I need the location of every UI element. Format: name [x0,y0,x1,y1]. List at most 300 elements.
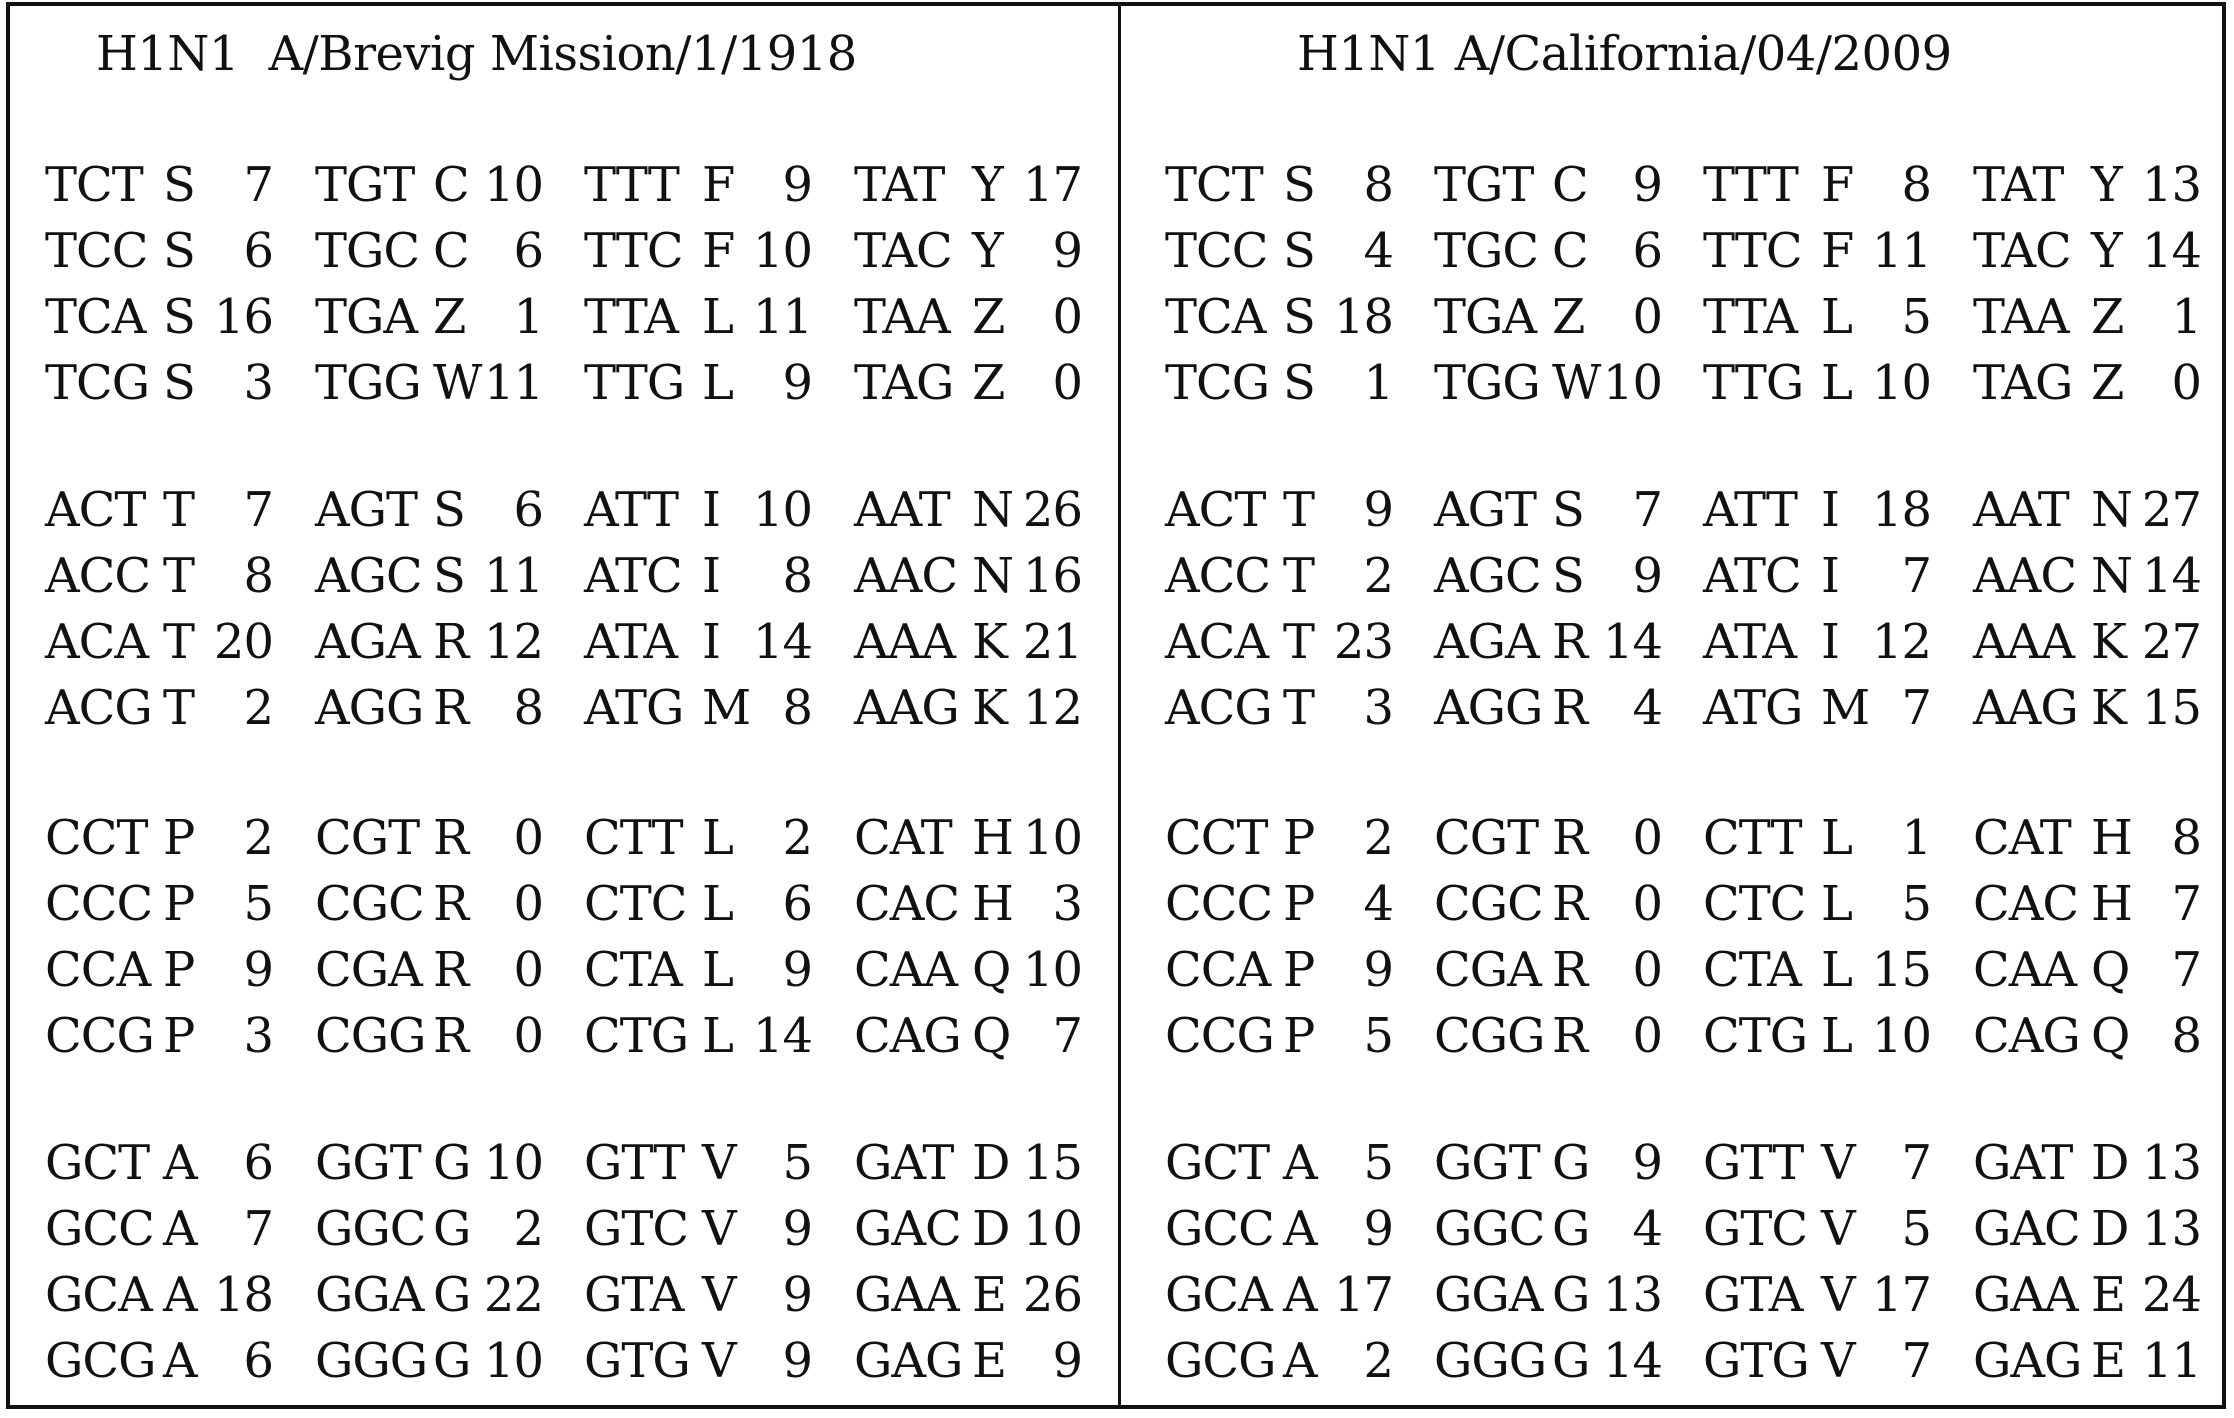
codon-triplet: GGT [1434,1135,1540,1191]
codon-entry [1703,543,1931,609]
codon-entry [854,284,1082,350]
codon-entry [45,1130,273,1196]
amino-acid-letter: Z [1552,289,1585,345]
codon-count: 6 [513,482,543,538]
codon-entry [1165,152,1393,218]
codon-entry [1703,1196,1931,1262]
codon-entry [854,477,1082,543]
codon-entry [584,1262,812,1328]
amino-acid-letter: I [1821,614,1839,670]
codon-triplet: GTA [1703,1267,1803,1323]
codon-entry [45,477,273,543]
codon-triplet: GCG [1165,1333,1276,1389]
amino-acid-letter: G [1552,1201,1590,1257]
codon-triplet: TGG [1434,355,1540,411]
amino-acid-letter: T [163,614,195,670]
codon-count: 17 [1871,1267,1931,1323]
codon-count: 2 [1363,1333,1393,1389]
codon-entry [1165,871,1393,937]
codon-count: 0 [513,876,543,932]
codon-triplet: TGT [315,157,415,213]
codon-count: 9 [1363,482,1393,538]
codon-triplet: TTG [584,355,685,411]
codon-count: 9 [1632,1135,1662,1191]
codon-entry [1973,1003,2201,1069]
codon-count: 14 [2141,548,2201,604]
amino-acid-letter: G [1552,1333,1590,1389]
amino-acid-letter: L [1821,942,1852,998]
amino-acid-letter: R [1552,1008,1588,1064]
amino-acid-letter: C [433,157,469,213]
codon-entry [1973,543,2201,609]
codon-triplet: CTG [584,1008,689,1064]
codon-entry [854,1003,1082,1069]
codon-triplet: GCC [1165,1201,1274,1257]
codon-triplet: AAA [1973,614,2074,670]
codon-entry [1703,871,1931,937]
codon-entry [584,350,812,416]
codon-entry [1973,284,2201,350]
codon-count: 6 [1632,223,1662,279]
codon-triplet: TTC [584,223,683,279]
codon-count: 15 [2141,680,2201,736]
amino-acid-letter: V [1821,1201,1855,1257]
codon-count: 9 [1052,223,1082,279]
codon-entry [854,1262,1082,1328]
codon-entry [1973,1328,2201,1394]
codon-triplet: ATA [1703,614,1797,670]
codon-count: 3 [243,1008,273,1064]
codon-triplet: TAC [1973,223,2071,279]
codon-triplet: CTC [1703,876,1806,932]
codon-entry [584,805,812,871]
codon-count: 3 [1052,876,1082,932]
codon-triplet: CAA [1973,942,2077,998]
codon-triplet: CCA [1165,942,1271,998]
codon-count: 9 [1363,1201,1393,1257]
codon-count: 7 [243,157,273,213]
amino-acid-letter: S [1552,482,1584,538]
codon-count: 10 [483,157,543,213]
codon-entry [1973,805,2201,871]
codon-count: 15 [1871,942,1931,998]
amino-acid-letter: P [163,876,195,932]
amino-acid-letter: P [1283,942,1315,998]
codon-count: 2 [243,680,273,736]
amino-acid-letter: N [2091,482,2132,538]
codon-triplet: TTA [584,289,678,345]
codon-entry [1434,805,1662,871]
codon-entry [584,871,812,937]
codon-entry [1703,152,1931,218]
amino-acid-letter: Z [2091,289,2124,345]
codon-entry [1165,937,1393,1003]
codon-entry [1434,1196,1662,1262]
codon-count: 18 [1333,289,1393,345]
codon-entry [1434,1262,1662,1328]
codon-triplet: AAG [1973,680,2078,736]
amino-acid-letter: F [702,223,735,279]
codon-triplet: ACT [1165,482,1266,538]
codon-triplet: AGT [315,482,418,538]
codon-triplet: TAG [854,355,954,411]
codon-count: 7 [1901,548,1931,604]
codon-entry [315,477,543,543]
amino-acid-letter: L [702,1008,733,1064]
codon-triplet: CAT [854,810,952,866]
amino-acid-letter: D [2091,1201,2129,1257]
codon-entry [854,609,1082,675]
codon-triplet: AAA [854,614,955,670]
codon-entry [584,477,812,543]
codon-entry [1703,1262,1931,1328]
codon-triplet: ACC [1165,548,1271,604]
codon-entry [45,1196,273,1262]
codon-entry [1434,543,1662,609]
codon-triplet: TTT [1703,157,1798,213]
codon-count: 20 [213,614,273,670]
amino-acid-letter: P [163,810,195,866]
codon-count: 8 [782,680,812,736]
codon-triplet: ACA [45,614,149,670]
codon-entry [45,675,273,741]
codon-count: 7 [243,1201,273,1257]
amino-acid-letter: Y [972,157,1003,213]
codon-entry [854,218,1082,284]
amino-acid-letter: S [163,223,195,279]
amino-acid-letter: W [1552,355,1601,411]
codon-triplet: CTG [1703,1008,1808,1064]
codon-count: 10 [1022,1201,1082,1257]
amino-acid-letter: Q [972,1008,1011,1064]
codon-count: 7 [1901,680,1931,736]
codon-entry [1973,871,2201,937]
codon-entry [45,937,273,1003]
codon-triplet: AAG [854,680,959,736]
codon-count: 6 [243,1135,273,1191]
amino-acid-letter: S [1552,548,1584,604]
codon-entry [854,543,1082,609]
codon-count: 9 [782,1267,812,1323]
codon-triplet: CCC [45,876,153,932]
codon-triplet: CCG [1165,1008,1274,1064]
codon-count: 12 [1871,614,1931,670]
codon-count: 15 [1022,1135,1082,1191]
amino-acid-letter: R [1552,876,1588,932]
codon-triplet: CGA [315,942,422,998]
amino-acid-letter: V [1821,1267,1855,1323]
codon-count: 1 [1363,355,1393,411]
codon-triplet: ATA [584,614,678,670]
codon-count: 5 [1901,289,1931,345]
codon-entry [584,937,812,1003]
codon-count: 12 [1022,680,1082,736]
codon-entry [1165,1130,1393,1196]
codon-triplet: AGG [315,680,424,736]
codon-entry [584,218,812,284]
codon-count: 8 [2171,1008,2201,1064]
codon-entry [584,1003,812,1069]
codon-count: 6 [243,1333,273,1389]
codon-triplet: TTG [1703,355,1804,411]
codon-count: 0 [1632,942,1662,998]
codon-count: 5 [1363,1008,1393,1064]
amino-acid-letter: V [1821,1135,1855,1191]
codon-count: 1 [513,289,543,345]
codon-triplet: GGA [1434,1267,1543,1323]
codon-count: 14 [1602,614,1662,670]
codon-count: 22 [483,1267,543,1323]
codon-entry [1434,152,1662,218]
codon-entry [1973,1196,2201,1262]
codon-count: 10 [483,1135,543,1191]
codon-entry [45,805,273,871]
amino-acid-letter: S [1283,355,1315,411]
codon-count: 0 [1052,355,1082,411]
codon-triplet: GTC [1703,1201,1808,1257]
codon-triplet: ACA [1165,614,1269,670]
codon-triplet: AGC [315,548,422,604]
codon-count: 0 [1632,289,1662,345]
codon-triplet: GCA [45,1267,152,1323]
codon-triplet: GAC [854,1201,961,1257]
codon-triplet: GCT [45,1135,150,1191]
codon-triplet: TAT [854,157,945,213]
codon-entry [315,152,543,218]
amino-acid-letter: V [702,1333,736,1389]
codon-entry [584,675,812,741]
codon-entry [1165,350,1393,416]
codon-triplet: TGA [315,289,418,345]
codon-count: 7 [2171,876,2201,932]
codon-entry [315,937,543,1003]
codon-triplet: CGT [1434,810,1539,866]
codon-count: 1 [1901,810,1931,866]
codon-triplet: TCA [1165,289,1266,345]
codon-triplet: AAT [854,482,950,538]
codon-triplet: GAG [854,1333,963,1389]
codon-entry [315,543,543,609]
codon-count: 1 [2171,289,2201,345]
codon-entry [584,152,812,218]
amino-acid-letter: S [433,548,465,604]
codon-count: 9 [782,1333,812,1389]
codon-triplet: AGT [1434,482,1537,538]
amino-acid-letter: M [702,680,751,736]
amino-acid-letter: C [1552,157,1588,213]
amino-acid-letter: C [1552,223,1588,279]
codon-count: 9 [782,355,812,411]
codon-entry [315,805,543,871]
codon-triplet: GCA [1165,1267,1272,1323]
codon-entry [1434,284,1662,350]
codon-entry [1434,350,1662,416]
codon-count: 18 [1871,482,1931,538]
codon-entry [1434,477,1662,543]
codon-count: 7 [1052,1008,1082,1064]
amino-acid-letter: G [1552,1267,1590,1323]
codon-count: 18 [213,1267,273,1323]
codon-triplet: CCC [1165,876,1273,932]
codon-entry [1703,675,1931,741]
amino-acid-letter: E [972,1333,1007,1389]
codon-triplet: ATC [1703,548,1801,604]
codon-entry [1703,284,1931,350]
codon-entry [1165,218,1393,284]
codon-triplet: CGC [315,876,424,932]
codon-count: 4 [1632,680,1662,736]
codon-count: 7 [1632,482,1662,538]
codon-entry [1165,284,1393,350]
codon-triplet: TGT [1434,157,1534,213]
codon-triplet: TCT [1165,157,1263,213]
codon-count: 5 [243,876,273,932]
codon-triplet: CCG [45,1008,154,1064]
codon-count: 10 [1602,355,1662,411]
codon-entry [1973,1262,2201,1328]
amino-acid-letter: N [2091,548,2132,604]
codon-entry [1434,871,1662,937]
amino-acid-letter: Y [2091,157,2122,213]
codon-entry [45,284,273,350]
codon-count: 6 [243,223,273,279]
codon-count: 9 [243,942,273,998]
amino-acid-letter: P [163,942,195,998]
codon-triplet: AGG [1434,680,1543,736]
codon-count: 9 [1363,942,1393,998]
codon-count: 5 [1901,1201,1931,1257]
amino-acid-letter: T [1283,680,1315,736]
codon-entry [584,1328,812,1394]
codon-count: 10 [1871,1008,1931,1064]
codon-entry [1165,675,1393,741]
amino-acid-letter: Q [2091,1008,2130,1064]
amino-acid-letter: A [163,1333,197,1389]
amino-acid-letter: Q [2091,942,2130,998]
amino-acid-letter: I [1821,482,1839,538]
amino-acid-letter: D [972,1201,1010,1257]
amino-acid-letter: G [433,1267,471,1323]
amino-acid-letter: D [2091,1135,2129,1191]
codon-entry [315,1003,543,1069]
amino-acid-letter: A [1283,1135,1317,1191]
amino-acid-letter: T [1283,548,1315,604]
codon-count: 14 [1602,1333,1662,1389]
codon-triplet: GCT [1165,1135,1270,1191]
codon-count: 26 [1022,482,1082,538]
codon-count: 23 [1333,614,1393,670]
codon-triplet: CTC [584,876,687,932]
codon-entry [1973,675,2201,741]
codon-count: 4 [1363,876,1393,932]
amino-acid-letter: L [702,810,733,866]
codon-count: 13 [2141,157,2201,213]
codon-entry [315,1328,543,1394]
codon-count: 7 [1901,1135,1931,1191]
codon-triplet: ATT [584,482,678,538]
codon-count: 4 [1632,1201,1662,1257]
amino-acid-letter: A [1283,1201,1317,1257]
codon-triplet: CGT [315,810,420,866]
codon-triplet: GGT [315,1135,421,1191]
codon-count: 11 [483,548,543,604]
codon-triplet: CGA [1434,942,1541,998]
codon-triplet: CGG [1434,1008,1545,1064]
amino-acid-letter: S [1283,223,1315,279]
amino-acid-letter: F [1821,223,1854,279]
codon-triplet: GGG [315,1333,428,1389]
codon-entry [1434,1328,1662,1394]
amino-acid-letter: P [163,1008,195,1064]
amino-acid-letter: W [433,355,482,411]
codon-triplet: TAC [854,223,952,279]
codon-triplet: CCT [1165,810,1268,866]
codon-entry [45,1003,273,1069]
codon-triplet: TAT [1973,157,2064,213]
amino-acid-letter: R [433,942,469,998]
codon-triplet: AGA [315,614,420,670]
codon-count: 10 [752,223,812,279]
codon-count: 13 [2141,1201,2201,1257]
codon-entry [45,871,273,937]
codon-triplet: TCG [1165,355,1270,411]
panel-brevig-1918 [6,2,1118,1409]
amino-acid-letter: D [972,1135,1010,1191]
codon-entry [1973,937,2201,1003]
codon-triplet: CCT [45,810,148,866]
amino-acid-letter: V [702,1201,736,1257]
codon-count: 0 [1632,876,1662,932]
amino-acid-letter: G [433,1333,471,1389]
amino-acid-letter: R [433,876,469,932]
codon-count: 8 [513,680,543,736]
codon-count: 11 [483,355,543,411]
codon-triplet: TAA [854,289,950,345]
amino-acid-letter: T [1283,614,1315,670]
codon-entry [45,152,273,218]
codon-triplet: GAT [1973,1135,2073,1191]
codon-count: 2 [513,1201,543,1257]
codon-entry [584,1130,812,1196]
amino-acid-letter: L [1821,876,1852,932]
codon-entry [1165,1262,1393,1328]
codon-entry [45,609,273,675]
amino-acid-letter: V [702,1267,736,1323]
amino-acid-letter: E [972,1267,1007,1323]
codon-count: 10 [1022,942,1082,998]
codon-triplet: TGC [315,223,420,279]
codon-count: 8 [782,548,812,604]
codon-triplet: CTA [584,942,682,998]
codon-triplet: CAT [1973,810,2071,866]
codon-count: 21 [1022,614,1082,670]
amino-acid-letter: N [972,548,1013,604]
codon-triplet: CAA [854,942,958,998]
codon-triplet: TTC [1703,223,1802,279]
codon-triplet: TAG [1973,355,2073,411]
codon-triplet: ACT [45,482,146,538]
amino-acid-letter: K [2091,680,2126,736]
codon-entry [1703,350,1931,416]
amino-acid-letter: L [702,355,733,411]
amino-acid-letter: Y [972,223,1003,279]
codon-count: 10 [752,482,812,538]
codon-count: 3 [1363,680,1393,736]
codon-triplet: ACC [45,548,151,604]
codon-count: 0 [513,1008,543,1064]
codon-count: 5 [782,1135,812,1191]
codon-entry [1703,609,1931,675]
